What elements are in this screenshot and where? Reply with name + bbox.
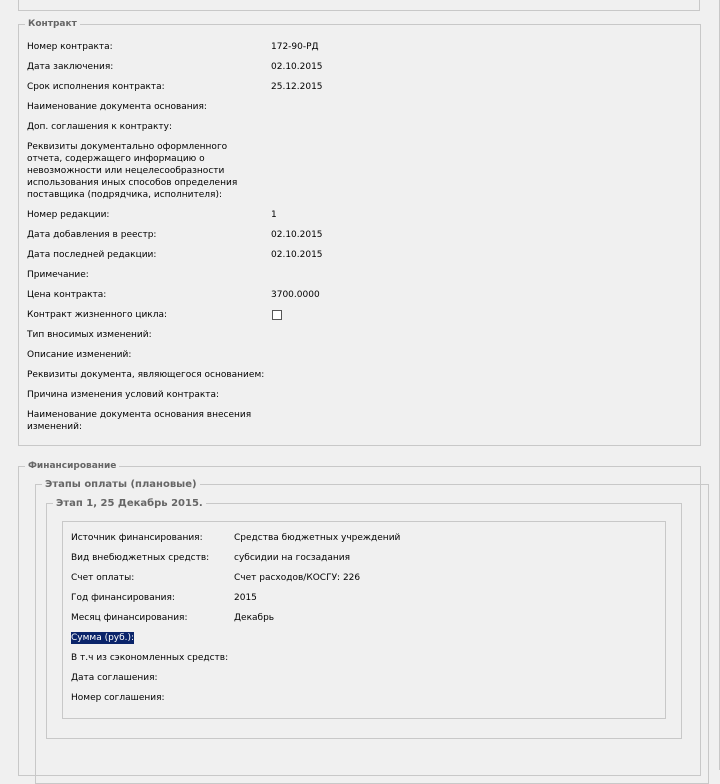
contract-row (27, 209, 109, 221)
stage-fieldset (46, 498, 682, 739)
contract-fieldset (18, 19, 701, 446)
payment-stages-legend: Этапы оплаты (плановые) (42, 479, 200, 490)
field-value: 25.12.2015 (271, 82, 323, 92)
field-value: 02.10.2015 (271, 230, 323, 240)
field-label: Цена контракта: (27, 290, 107, 300)
financing-row (71, 572, 134, 584)
contract-row (27, 141, 237, 201)
contract-row (27, 289, 106, 301)
field-label: Описание изменений: (27, 350, 132, 360)
stage-legend: Этап 1, 25 Декабрь 2015. (53, 498, 206, 509)
stage-details-box (62, 521, 666, 719)
contract-row (27, 269, 89, 281)
life-cycle-checkbox[interactable] (272, 310, 282, 320)
previous-section-box (18, 0, 700, 11)
financing-row (71, 552, 209, 564)
financing-legend: Финансирование (25, 461, 119, 472)
field-value: субсидии на госзадания (234, 553, 351, 563)
contract-row (27, 229, 156, 241)
field-label: Наименование документа основания: (27, 102, 207, 112)
financing-row (71, 532, 203, 544)
field-label: Причина изменения условий контракта: (27, 390, 220, 400)
field-value: 02.10.2015 (271, 62, 323, 72)
field-label: Тип вносимых изменений: (27, 330, 152, 340)
field-label: Реквизиты документа, являющегося основанием: (27, 370, 265, 380)
field-label: Дата заключения: (27, 62, 114, 72)
financing-row (71, 692, 165, 704)
field-value: 1 (271, 210, 277, 220)
contract-row (27, 409, 251, 433)
financing-fieldset (18, 461, 701, 776)
field-label: В т.ч из сэкономленных средств: (71, 653, 229, 663)
field-label: Счет оплаты: (71, 573, 135, 583)
field-label: Доп. соглашения к контракту: (27, 122, 173, 132)
field-value: 172-90-РД (271, 42, 319, 52)
field-label: Год финансирования: (71, 593, 175, 603)
field-label: Номер контракта: (27, 42, 113, 52)
field-value: Счет расходов/КОСГУ: 226 (234, 573, 361, 583)
field-label: Вид внебюджетных средств: (71, 553, 210, 563)
financing-row (71, 612, 188, 624)
contract-legend: Контракт (25, 19, 80, 30)
financing-row (71, 672, 158, 684)
field-value: Средства бюджетных учреждений (234, 533, 401, 543)
payment-stages-fieldset (35, 479, 709, 784)
contract-row (27, 309, 167, 321)
contract-row (27, 81, 165, 93)
financing-row (71, 592, 175, 604)
field-label: Номер редакции: (27, 210, 110, 220)
contract-row (27, 61, 113, 73)
contract-row (27, 349, 131, 361)
field-value: 2015 (234, 593, 257, 603)
contract-row (27, 389, 219, 401)
field-label: Реквизиты документально оформленного отчета, содержащего информацию о невозможности или нецелесообразности использования иных способов определения поставщика (подрядчика, исполнителя): (27, 142, 238, 200)
contract-row (27, 101, 207, 113)
field-label: Наименование документа основания внесения изменений: (27, 410, 252, 432)
contract-row (27, 41, 113, 53)
field-label: Срок исполнения контракта: (27, 82, 165, 92)
financing-row (71, 652, 228, 664)
contract-row (27, 249, 156, 261)
contract-row (27, 329, 152, 341)
contract-row (27, 369, 264, 381)
field-label: Примечание: (27, 270, 89, 280)
field-label: Источник финансирования: (71, 533, 203, 543)
field-value: Декабрь (234, 613, 275, 623)
field-label: Месяц финансирования: (71, 613, 188, 623)
field-label: Дата соглашения: (71, 673, 158, 683)
field-label: Сумма (руб.): (71, 633, 135, 643)
contract-row (27, 121, 172, 133)
field-value: 3700.0000 (271, 290, 320, 300)
field-value: 02.10.2015 (271, 250, 323, 260)
field-label: Контракт жизненного цикла: (27, 310, 168, 320)
field-label: Дата добавления в реестр: (27, 230, 157, 240)
field-label: Номер соглашения: (71, 693, 165, 703)
financing-row (71, 632, 134, 644)
field-label: Дата последней редакции: (27, 250, 157, 260)
